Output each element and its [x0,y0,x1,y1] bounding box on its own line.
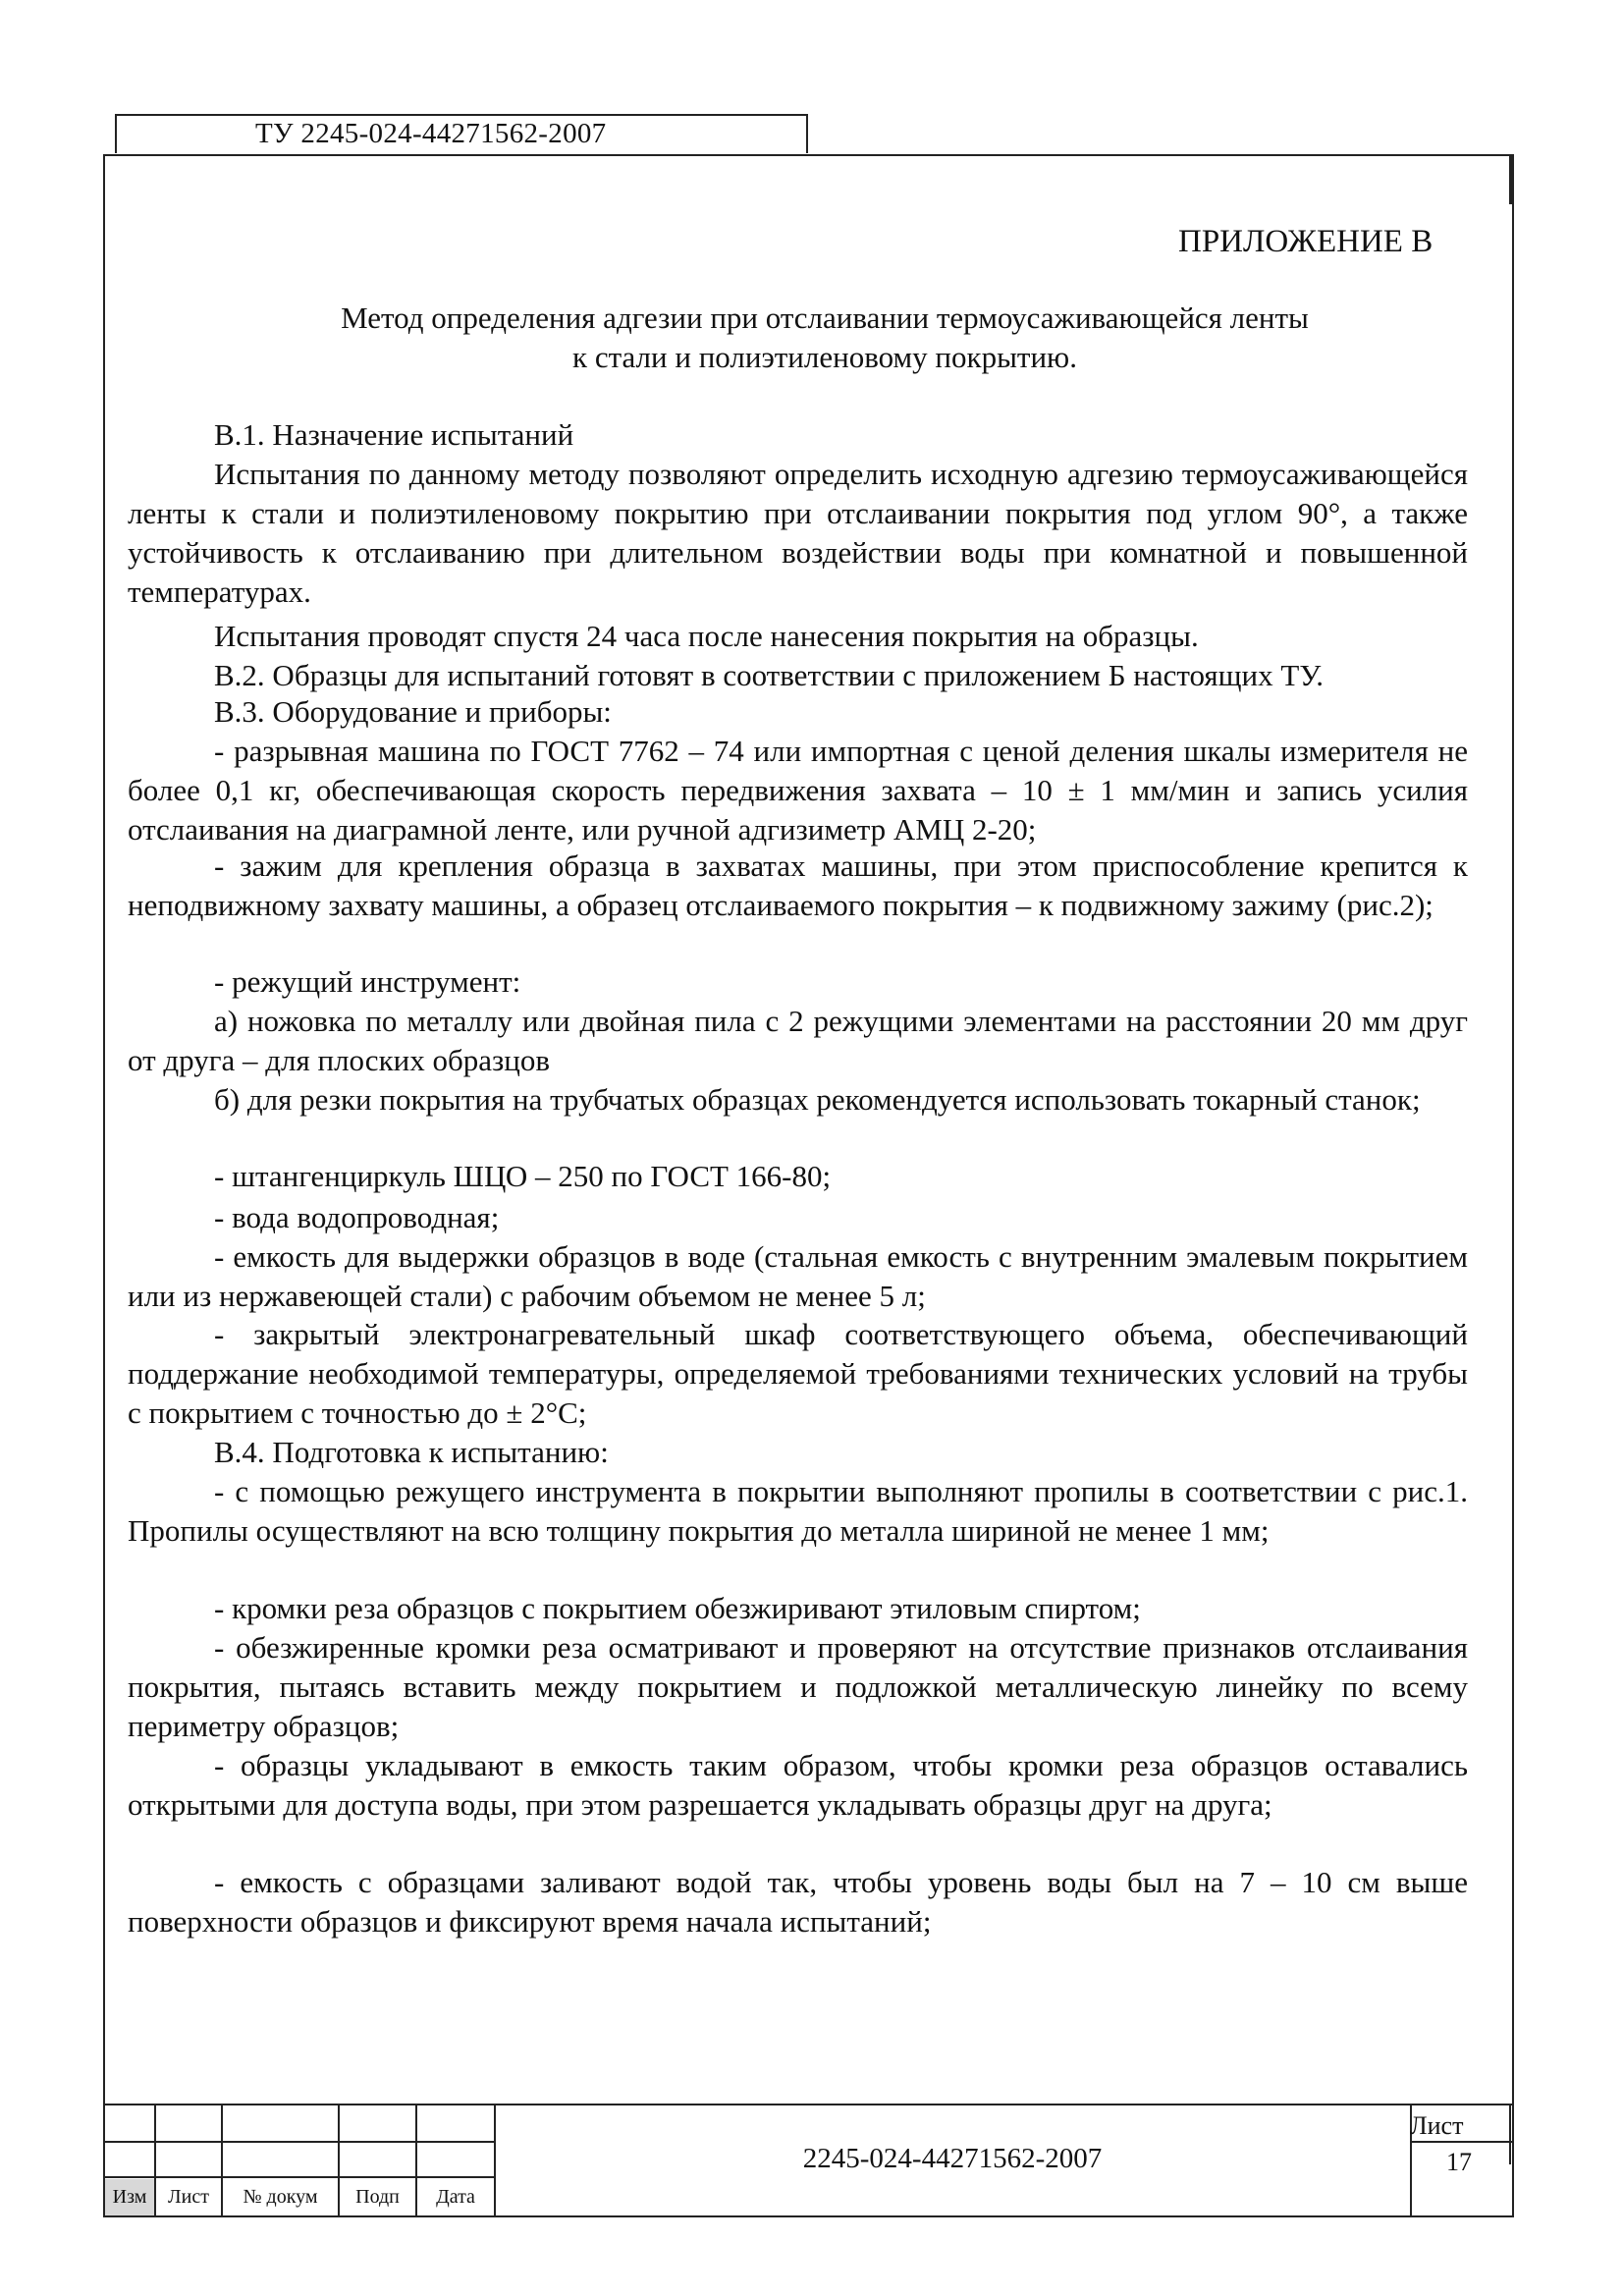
section-heading-b4: В.4. Подготовка к испытанию: [214,1435,609,1469]
section-heading-b1: В.1. Назначение испытаний [214,417,574,452]
title-block-edge-tick [1509,2104,1511,2164]
appendix-label: ПРИЛОЖЕНИЕ В [1178,224,1434,259]
col-label-izm: Изм [105,2179,154,2215]
col-label-date: Дата [436,2186,475,2208]
paragraph-purpose: Испытания по данному методу позволяют определить исходную адгезию термоусаживающейся ленты к стали и полиэтиленовому покрытию при отслаивании покрытия под углом 90°, а также устойчивость к отслаиванию при длительном воздействии воды при комнатной и повышенной температурах. [128,457,1468,609]
title-block-top-line [103,2104,1514,2105]
list-item-clamp: - зажим для крепления образца в захватах машины, при этом приспособление крепится к неподвижному захвату машины, а образец отслаиваемого покрытия – к подвижному зажиму (рис.2); [128,848,1468,922]
list-item-oven: - закрытый электронагревательный шкаф соответствующего объема, обеспечивающий поддержание необходимой температуры, определяемой требованиями технических условий на трубы с покрытием с точностью до ± 2°С; [128,1317,1468,1430]
list-item-inspect: - обезжиренные кромки реза осматривают и проверяют на отсутствие признаков отслаивания покрытия, пытаясь вставить между покрытием и подложкой металлическую линейку по всему периметру образцов; [128,1630,1468,1743]
title-block-row-line-2 [103,2176,496,2178]
col-label-podp: Подп [355,2186,400,2208]
list-item-container: - емкость для выдержки образцов в воде (стальная емкость с внутренним эмалевым покрытием или из нержавеющей стали) с рабочим объемом не менее 5 л; [128,1239,1468,1313]
col-label-doc: № докум [243,2186,318,2208]
sheet-label: Лист [1410,2111,1464,2140]
document-title-line-2: к стали и полиэтиленовому покрытию. [572,340,1077,374]
list-item-caliper: - штангенциркуль ШЦО – 250 по ГОСТ 166-80; [214,1159,832,1193]
section-heading-b2: В.2. Образцы для испытаний готовят в соответствии с приложением Б настоящих ТУ. [214,658,1324,692]
list-item-fill-water: - емкость с образцами заливают водой так, чтобы уровень воды был на 7 – 10 см выше поверхности образцов и фиксируют время начала испытаний; [128,1865,1468,1939]
title-block-sheet-line [1410,2141,1514,2143]
paragraph-timing: Испытания проводят спустя 24 часа после нанесения покрытия на образцы. [214,619,1199,653]
list-item-degrease: - кромки реза образцов с покрытием обезжиривают этиловым спиртом; [214,1591,1141,1625]
list-item-hacksaw: а) ножовка по металлу или двойная пила с 2 режущими элементами на расстоянии 20 мм друг от друга – для плоских образцов [128,1004,1468,1077]
list-item-stack: - образцы укладывают в емкость таким образом, чтобы кромки реза образцов оставались открытыми для доступа воды, при этом разрешается укладывать образцы друг на друга; [128,1748,1468,1822]
list-item-water: - вода водопроводная; [214,1200,500,1234]
list-item-lathe: б) для резки покрытия на трубчатых образцах рекомендуется использовать токарный станок; [214,1082,1421,1117]
title-block-row-line-1 [103,2141,496,2143]
sheet-number: 17 [1446,2148,1472,2176]
frame-tick [1509,155,1514,204]
list-item-cuts: - с помощью режущего инструмента в покрытии выполняют пропилы в соответствии с рис.1. Пропилы осуществляют на всю толщину покрытия до металла шириной не менее 1 мм; [128,1474,1468,1548]
section-heading-b3: В.3. Оборудование и приборы: [214,694,612,729]
list-item-cutting-tool: - режущий инструмент: [214,964,521,999]
header-tu-number: ТУ 2245-024-44271562-2007 [255,118,607,149]
col-label-list: Лист [168,2186,209,2208]
title-block-doc-number: 2245-024-44271562-2007 [802,2143,1103,2174]
document-title-line-1: Метод определения адгезии при отслаивании термоусаживающейся ленты [341,301,1309,335]
list-item-tensile-machine: - разрывная машина по ГОСТ 7762 – 74 или импортная с ценой деления шкалы измерителя не более 0,1 кг, обеспечивающая скорость передвижения захвата – 10 ± 1 мм/мин и запись усилия отслаивания на диаграмной ленте, или ручной адгизиметр АМЦ 2-20; [128,734,1468,847]
